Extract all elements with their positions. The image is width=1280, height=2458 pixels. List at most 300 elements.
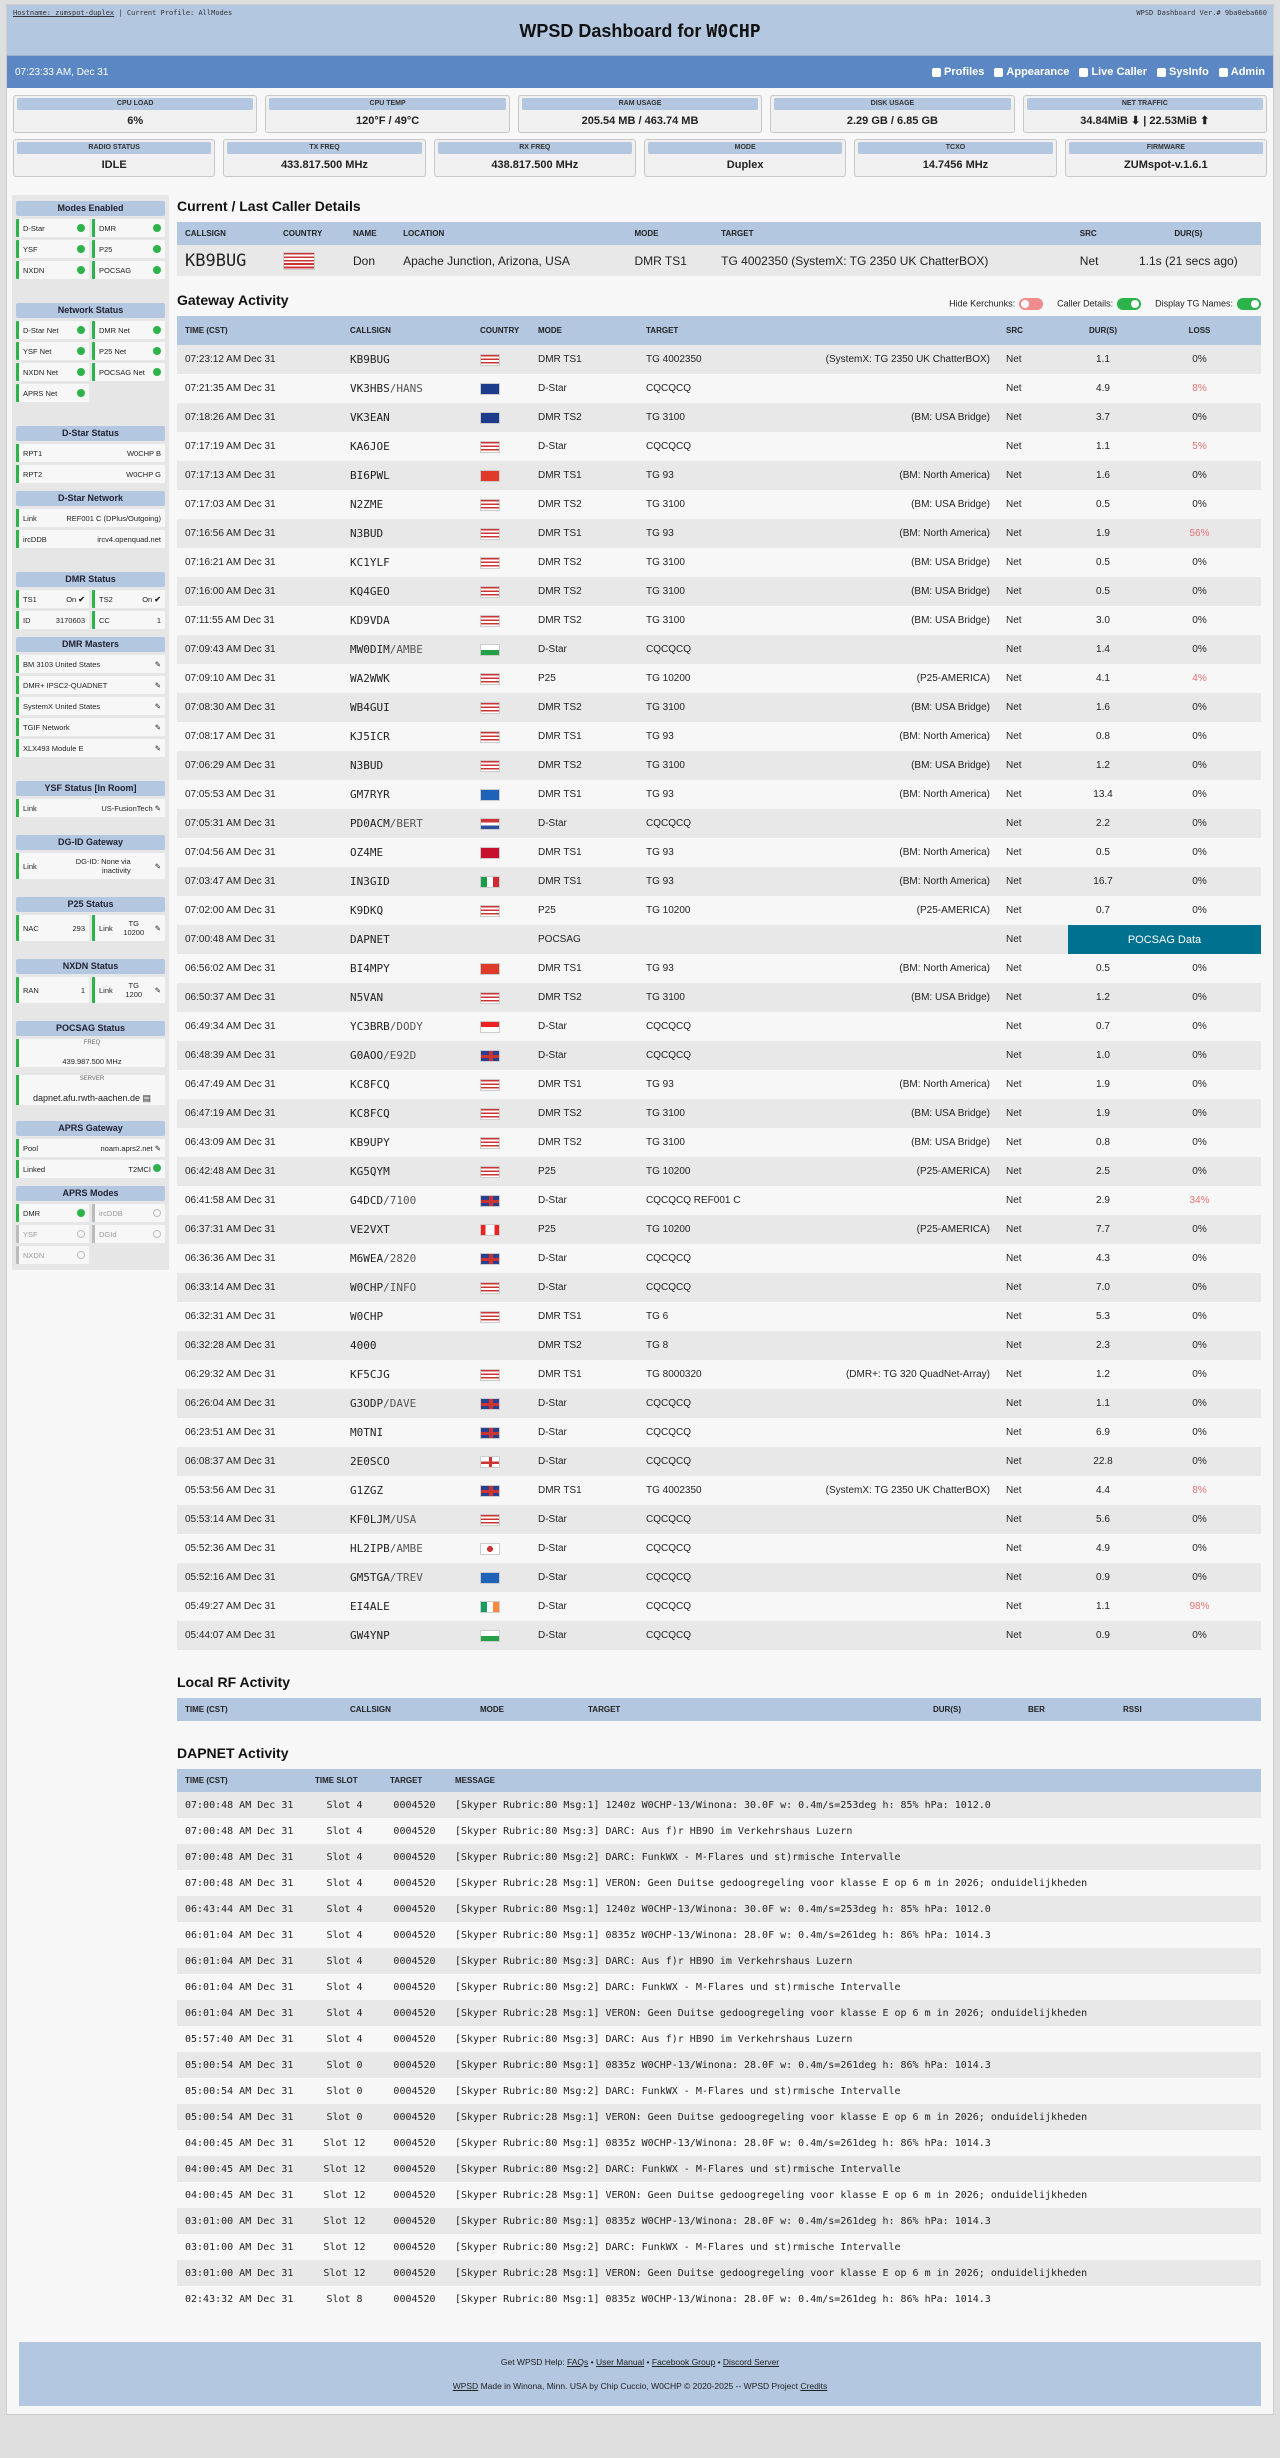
row-mode: P25 <box>538 905 556 916</box>
link-icon: ✎ <box>154 680 161 690</box>
callsign-link[interactable]: N2ZME <box>350 498 384 511</box>
aprs-gateway-title: APRS Gateway <box>16 1121 165 1136</box>
toggle-switch-icon[interactable] <box>1117 298 1141 310</box>
mode-p25 <box>92 240 165 258</box>
row-dur: 5.3 <box>1096 1311 1110 1322</box>
dapnet-target: 0004520 <box>393 2007 436 2019</box>
row-loss: 4% <box>1192 673 1207 684</box>
row-country <box>472 1099 530 1128</box>
server-wrap: dapnet.afu.rwth-aachen.de ▤ <box>32 1093 152 1103</box>
callsign-link[interactable]: VK3EAN <box>350 411 390 424</box>
table-row <box>177 722 1261 751</box>
nav-profiles[interactable] <box>932 66 984 78</box>
table-row <box>177 1128 1261 1157</box>
callsign-link[interactable]: KG5QYM <box>350 1165 390 1178</box>
row-dur: 0.8 <box>1096 1137 1110 1148</box>
row-loss: 0% <box>1192 818 1207 829</box>
mode-nxdn <box>16 261 89 279</box>
clock: 07:23:33 AM, Dec 31 <box>15 66 109 78</box>
row-src: Net <box>1006 1108 1022 1119</box>
net-nxdn <box>16 363 89 381</box>
callsign-link[interactable]: N5VAN <box>350 991 384 1004</box>
row-target-name: (BM: North America) <box>899 1079 990 1090</box>
last-caller-title: Current / Last Caller Details <box>177 198 361 214</box>
table-row <box>177 1157 1261 1186</box>
flag-icon <box>480 731 500 743</box>
row-mode: DMR TS2 <box>538 760 582 771</box>
row-callsign <box>342 1128 472 1157</box>
row-dur: 1.9 <box>1096 1079 1110 1090</box>
table-row <box>177 1012 1261 1041</box>
table-row <box>177 1070 1261 1099</box>
row-country <box>472 1505 530 1534</box>
dapnet-target: 0004520 <box>393 2267 436 2279</box>
row-target: TG 10200 <box>646 1166 691 1177</box>
check-icon: ✔ <box>154 594 161 604</box>
check-circle-icon <box>77 245 85 253</box>
row-loss: 0% <box>1192 1050 1207 1061</box>
callsign-link[interactable]: GW4YNP <box>350 1629 390 1642</box>
credit-text: Made in Winona, Minn. USA by Chip Cuccio, W0CHP © 2020-2025 -- WPSD Project <box>480 2381 798 2391</box>
version-label: WPSD Dashboard Ver.# 9ba0eba660 <box>1136 9 1267 17</box>
row-target-name: (P25-AMERICA) <box>916 1224 990 1235</box>
hide-kerchunks-toggle[interactable] <box>949 298 1043 310</box>
row-country <box>472 1012 530 1041</box>
row-src: Net <box>1006 905 1022 916</box>
row-mode: D-Star <box>538 1572 567 1583</box>
dapnet-time: 06:01:04 AM Dec 31 <box>185 1955 294 1967</box>
link-icon: ✎ <box>154 722 161 732</box>
col-dur: DUR(S) <box>1116 222 1261 245</box>
row-mode: D-Star <box>538 441 567 452</box>
callsign-link[interactable]: N3BUD <box>350 527 384 540</box>
table-row <box>177 2208 1261 2234</box>
row-loss: 0% <box>1192 731 1207 742</box>
row-country <box>472 664 530 693</box>
callsign-link[interactable]: KB9UPY <box>350 1136 390 1149</box>
col-callsign: CALLSIGN <box>342 1698 472 1721</box>
row-target-name: (SystemX: TG 2350 UK ChatterBOX) <box>825 1485 990 1496</box>
wpsd-link[interactable]: WPSD <box>452 2381 479 2391</box>
row-country <box>472 490 530 519</box>
row-target-name <box>768 1621 998 1650</box>
dashboard <box>6 4 1274 2415</box>
callsign-link[interactable]: BI4MPY <box>350 962 390 975</box>
ircddb-label: ircDDB <box>23 534 47 544</box>
dapnet-target: 0004520 <box>393 1955 436 1967</box>
row-mode: DMR TS1 <box>538 1311 582 1322</box>
row-time: 06:08:37 AM Dec 31 <box>185 1456 276 1467</box>
row-target: CQCQCQ <box>646 644 691 655</box>
table-row <box>177 2104 1261 2130</box>
row-target: CQCQCQ <box>646 441 691 452</box>
row-src: Net <box>1006 1137 1022 1148</box>
row-target: CQCQCQ <box>646 1050 691 1061</box>
nxdn-link-value: TG 1200 <box>125 981 143 999</box>
row-target-name: (BM: USA Bridge) <box>911 992 990 1003</box>
dapnet-time: 05:00:54 AM Dec 31 <box>185 2085 294 2097</box>
rpt1-label: RPT1 <box>23 448 43 458</box>
net-label: APRS Net <box>23 388 58 398</box>
flag-icon <box>480 876 500 888</box>
col-dur: DUR(S) <box>925 1698 1020 1721</box>
nav-sysinfo[interactable] <box>1157 66 1209 78</box>
row-src: Net <box>1006 1340 1022 1351</box>
toggle-switch-icon[interactable] <box>1019 298 1043 310</box>
row-dur: 22.8 <box>1093 1456 1113 1467</box>
row-time: 07:18:26 AM Dec 31 <box>185 412 276 423</box>
net-aprs <box>16 384 89 402</box>
row-loss: 0% <box>1192 789 1207 800</box>
callsign-link[interactable]: KJ5ICR <box>350 730 390 743</box>
row-country <box>472 954 530 983</box>
row-dur: 1.1 <box>1096 354 1110 365</box>
callsign-link[interactable]: HL2IPB <box>350 1542 390 1555</box>
dapnet-header-row <box>177 1769 1261 1792</box>
row-target-name <box>768 1389 998 1418</box>
gateway-header <box>177 292 1261 316</box>
row-loss: 0% <box>1192 1282 1207 1293</box>
stat-net <box>1023 95 1267 133</box>
row-country <box>472 693 530 722</box>
check-circle-icon <box>153 224 161 232</box>
nav-live-caller[interactable] <box>1079 66 1147 78</box>
callsign-link[interactable]: KC8FCQ <box>350 1107 390 1120</box>
row-dur: 1.9 <box>1096 528 1110 539</box>
dapnet-time: 07:00:48 AM Dec 31 <box>185 1877 294 1889</box>
row-country <box>472 374 530 403</box>
callsign-link[interactable]: VE2VXT <box>350 1223 390 1236</box>
row-time: 06:36:36 AM Dec 31 <box>185 1253 276 1264</box>
footer-help: Get WPSD Help: FAQs • User Manual • Facebook Group • Discord Server <box>500 2357 780 2367</box>
row-time: 06:56:02 AM Dec 31 <box>185 963 276 974</box>
callsign-link[interactable]: G3ODP <box>350 1397 384 1410</box>
callsign-link[interactable]: PD0ACM <box>350 817 390 830</box>
ysf-link-value: US-FusionTech <box>101 803 153 813</box>
mode-label: YSF <box>23 244 38 254</box>
row-target: CQCQCQ <box>646 383 691 394</box>
row-target: TG 3100 <box>646 1137 685 1148</box>
col-target: TARGET <box>382 1769 447 1792</box>
hostname-link[interactable]: Hostname: zumspot-duplex <box>13 9 115 17</box>
row-loss: 0% <box>1192 1572 1207 1583</box>
table-row <box>177 1360 1261 1389</box>
row-src: Net <box>1006 354 1022 365</box>
row-country <box>472 548 530 577</box>
row-src: Net <box>1006 499 1022 510</box>
table-row <box>177 983 1261 1012</box>
flag-icon <box>480 1282 500 1294</box>
nac-label: NAC <box>23 923 39 933</box>
callsign-link[interactable]: WB4GUI <box>350 701 390 714</box>
nav-admin[interactable] <box>1219 66 1265 78</box>
dapnet-target: 0004520 <box>393 2059 436 2071</box>
callsign-link[interactable]: G0AOO <box>350 1049 384 1062</box>
callsign-link[interactable]: KA6JOE <box>350 440 390 453</box>
display-tg-names-toggle[interactable] <box>1155 298 1261 310</box>
table-row <box>177 345 1261 374</box>
row-callsign <box>342 722 472 751</box>
row-src: Net <box>1006 1369 1022 1380</box>
dapnet-slot: Slot 8 <box>326 2293 363 2305</box>
dapnet-slot: Slot 12 <box>323 2215 366 2227</box>
callsign-link[interactable]: W0CHP <box>350 1310 384 1323</box>
row-time: 05:52:36 AM Dec 31 <box>185 1543 276 1554</box>
callsign-link[interactable]: M6WEA <box>350 1252 384 1265</box>
row-callsign <box>342 664 472 693</box>
row-target: TG 10200 <box>646 905 691 916</box>
master-label: XLX493 Module E <box>23 743 84 753</box>
check-circle-icon <box>153 266 161 274</box>
stat-mode <box>644 139 846 177</box>
flag-icon <box>480 673 500 685</box>
caller-callsign[interactable]: KB9BUG <box>177 245 275 276</box>
dapnet-time: 03:01:00 AM Dec 31 <box>185 2215 294 2227</box>
callsign-link[interactable]: 4000 <box>350 1339 377 1352</box>
row-dur: 0.5 <box>1096 499 1110 510</box>
callsign-link[interactable]: KC1YLF <box>350 556 390 569</box>
dapnet-target: 0004520 <box>393 2033 436 2045</box>
check-circle-icon <box>153 326 161 334</box>
nxdn-status-title: NXDN Status <box>16 959 165 974</box>
row-target-name: (BM: USA Bridge) <box>911 615 990 626</box>
nxdn-grid <box>16 977 165 1003</box>
callsign-link[interactable]: G4DCD <box>350 1194 384 1207</box>
flag-icon <box>480 1514 500 1526</box>
row-time: 07:08:30 AM Dec 31 <box>185 702 276 713</box>
credits-link[interactable]: Credits <box>800 2381 828 2391</box>
row-target <box>638 925 768 954</box>
stat-disk <box>770 95 1014 133</box>
callsign-suffix: /USA <box>389 1513 417 1526</box>
check-circle-icon <box>77 1209 85 1217</box>
callsign-link[interactable]: KF5CJG <box>350 1368 390 1381</box>
dapnet-slot: Slot 12 <box>323 2137 366 2149</box>
row-callsign <box>342 577 472 606</box>
dapnet-time: 06:01:04 AM Dec 31 <box>185 1981 294 1993</box>
row-dur: 7.7 <box>1096 1224 1110 1235</box>
stat-value: 6% <box>127 115 144 127</box>
net-label: P25 Net <box>99 346 127 356</box>
row-mode: D-Star <box>538 1282 567 1293</box>
row-target: TG 93 <box>646 528 674 539</box>
flag-icon <box>480 644 500 656</box>
dapnet-target: 0004520 <box>393 1929 436 1941</box>
row-country <box>472 1360 530 1389</box>
row-country <box>472 751 530 780</box>
table-row <box>177 2286 1261 2312</box>
callsign-link[interactable]: KC8FCQ <box>350 1078 390 1091</box>
dapnet-message: [Skyper Rubric:80 Msg:1] 1240z W0CHP-13/Winona: 30.0F w: 0.4m/s=253deg h: 85% hPa: 1012.0 <box>455 1903 991 1915</box>
flag-icon <box>480 1224 500 1236</box>
freq-value: 439.987.500 MHz <box>62 1057 122 1066</box>
row-dur: 4.4 <box>1096 1485 1110 1496</box>
row-mode: D-Star <box>538 1195 567 1206</box>
callsign-link[interactable]: KB9BUG <box>350 353 390 366</box>
table-row <box>177 1389 1261 1418</box>
table-row <box>177 838 1261 867</box>
row-callsign <box>342 838 472 867</box>
table-row <box>177 1922 1261 1948</box>
row-src: Net <box>1006 963 1022 974</box>
row-callsign <box>342 751 472 780</box>
flag-icon <box>480 1137 500 1149</box>
row-target-name: (BM: North America) <box>899 470 990 481</box>
network-status-title: Network Status <box>16 303 165 318</box>
row-callsign <box>342 925 472 954</box>
row-src: Net <box>1006 1485 1022 1496</box>
callsign-link[interactable]: KF0LJM <box>350 1513 390 1526</box>
table-row <box>177 896 1261 925</box>
row-loss: 5% <box>1192 441 1207 452</box>
local-rf-title: Local RF Activity <box>177 1674 291 1690</box>
mode-label: POCSAG <box>99 265 132 275</box>
row-loss: 0% <box>1192 1079 1207 1090</box>
row-target-name <box>768 1331 998 1360</box>
callsign-link[interactable]: VK3HBS <box>350 382 390 395</box>
net-p25 <box>92 342 165 360</box>
row-mode: D-Star <box>538 644 567 655</box>
flag-icon <box>480 412 500 424</box>
row-src: Net <box>1006 731 1022 742</box>
dapnet-slot: Slot 12 <box>323 2241 366 2253</box>
callsign-link[interactable]: M0TNI <box>350 1426 384 1439</box>
stat-value: Duplex <box>726 159 764 171</box>
manual-link[interactable]: User Manual <box>595 2357 645 2367</box>
callsign-link[interactable]: KD9VDA <box>350 614 390 627</box>
stat-value: ZUMspot-v.1.6.1 <box>1124 159 1208 171</box>
caller-dur: 1.1s (21 secs ago) <box>1116 245 1261 276</box>
flag-icon <box>480 760 500 772</box>
faq-link[interactable]: FAQs <box>567 2357 589 2367</box>
row-dur: 2.9 <box>1096 1195 1110 1206</box>
modes-enabled-title: Modes Enabled <box>16 201 165 216</box>
col-src: SRC <box>998 316 1068 345</box>
ircddb-row <box>16 530 165 548</box>
row-target-name: (P25-AMERICA) <box>916 905 990 916</box>
profiles-icon <box>932 68 941 77</box>
dapnet-target: 0004520 <box>393 1799 436 1811</box>
flag-icon <box>480 441 500 453</box>
callsign-link[interactable]: EI4ALE <box>350 1600 390 1613</box>
net-dmr <box>92 321 165 339</box>
table-row <box>177 1844 1261 1870</box>
row-target-name <box>768 1447 998 1476</box>
facebook-link[interactable]: Facebook Group <box>651 2357 716 2367</box>
row-loss: 0% <box>1192 557 1207 568</box>
row-dur: 3.7 <box>1096 412 1110 423</box>
row-callsign <box>342 983 472 1012</box>
dapnet-time: 04:00:45 AM Dec 31 <box>185 2163 294 2175</box>
row-src: Net <box>1006 876 1022 887</box>
callsign-link[interactable]: MW0DIM <box>350 643 390 656</box>
callsign-link[interactable]: WA2WWK <box>350 672 390 685</box>
discord-link[interactable]: Discord Server <box>722 2357 780 2367</box>
row-dur: 2.3 <box>1096 1340 1110 1351</box>
callsign-link[interactable]: IN3GID <box>350 875 390 888</box>
callsign-link[interactable]: 2E0SCO <box>350 1455 390 1468</box>
last-caller-header <box>177 222 1261 245</box>
table-row <box>177 1186 1261 1215</box>
row-loss: 0% <box>1192 1108 1207 1119</box>
dgid-row <box>16 853 165 879</box>
row-mode: DMR TS1 <box>538 963 582 974</box>
master-label: BM 3103 United States <box>23 659 101 669</box>
row-dur: 1.0 <box>1096 1050 1110 1061</box>
flag-icon <box>480 1601 500 1613</box>
nav-appearance[interactable] <box>994 66 1069 78</box>
flag-icon <box>480 1572 500 1584</box>
circle-icon <box>153 1209 161 1217</box>
row-src: Net <box>1006 1311 1022 1322</box>
row-target: TG 93 <box>646 963 674 974</box>
callsign-link[interactable]: GM5TGA <box>350 1571 390 1584</box>
last-caller-table <box>177 222 1261 276</box>
dstar-network-title: D-Star Network <box>16 491 165 506</box>
dapnet-slot: Slot 4 <box>326 1955 363 1967</box>
callsign-link[interactable]: G1ZGZ <box>350 1484 384 1497</box>
stat-firmware <box>1065 139 1267 177</box>
toggle-switch-icon[interactable] <box>1237 298 1261 310</box>
row-mode: DMR TS1 <box>538 1485 582 1496</box>
callsign-link[interactable]: KQ4GEO <box>350 585 390 598</box>
dgid-title: DG-ID Gateway <box>16 835 165 850</box>
callsign-link[interactable]: W0CHP <box>350 1281 384 1294</box>
row-target-name <box>768 1592 998 1621</box>
callsign-suffix: /DAVE <box>383 1397 417 1410</box>
callsign-link[interactable]: OZ4ME <box>350 846 384 859</box>
table-row <box>177 2156 1261 2182</box>
callsign-link[interactable]: BI6PWL <box>350 469 390 482</box>
row-mode: DMR TS1 <box>538 731 582 742</box>
callsign-link[interactable]: K9DKQ <box>350 904 384 917</box>
row-country <box>472 1215 530 1244</box>
row-dur: 2.2 <box>1096 818 1110 829</box>
callsign-link[interactable]: N3BUD <box>350 759 384 772</box>
table-row <box>177 403 1261 432</box>
dapnet-message: [Skyper Rubric:80 Msg:1] 0835z W0CHP-13/Winona: 28.0F w: 0.4m/s=261deg h: 86% hPa: 1014.3 <box>455 2293 991 2305</box>
row-mode: DMR TS1 <box>538 1369 582 1380</box>
net-label: D-Star Net <box>23 325 59 335</box>
row-dur: 2.5 <box>1096 1166 1110 1177</box>
p25-status-title: P25 Status <box>16 897 165 912</box>
stat-value: 433.817.500 MHz <box>281 159 368 171</box>
caller-details-toggle[interactable] <box>1057 298 1141 310</box>
row-time: 05:53:14 AM Dec 31 <box>185 1514 276 1525</box>
dapnet-slot: Slot 4 <box>326 1877 363 1889</box>
callsign-link[interactable]: YC3BRB <box>350 1020 390 1033</box>
row-country <box>472 838 530 867</box>
row-callsign <box>342 635 472 664</box>
col-callsign: CALLSIGN <box>342 316 472 345</box>
row-mode: D-Star <box>538 818 567 829</box>
caller-target: TG 4002350 (SystemX: TG 2350 UK ChatterBOX) <box>713 245 1072 276</box>
row-callsign <box>342 1012 472 1041</box>
aprs-modes-grid <box>16 1204 165 1264</box>
callsign-link[interactable]: GM7RYR <box>350 788 390 801</box>
row-src: Net <box>1006 1253 1022 1264</box>
stat-value: 205.54 MB / 463.74 MB <box>581 115 699 127</box>
id-value: 3170603 <box>55 615 85 625</box>
stat-label: TX FREQ <box>227 142 421 154</box>
callsign-link[interactable]: DAPNET <box>350 933 390 946</box>
row-target: TG 3100 <box>646 615 685 626</box>
dapnet-target: 0004520 <box>393 1903 436 1915</box>
check-circle-icon <box>77 368 85 376</box>
row-time: 07:03:47 AM Dec 31 <box>185 876 276 887</box>
dapnet-target: 0004520 <box>393 1825 436 1837</box>
flag-icon <box>480 1398 500 1410</box>
